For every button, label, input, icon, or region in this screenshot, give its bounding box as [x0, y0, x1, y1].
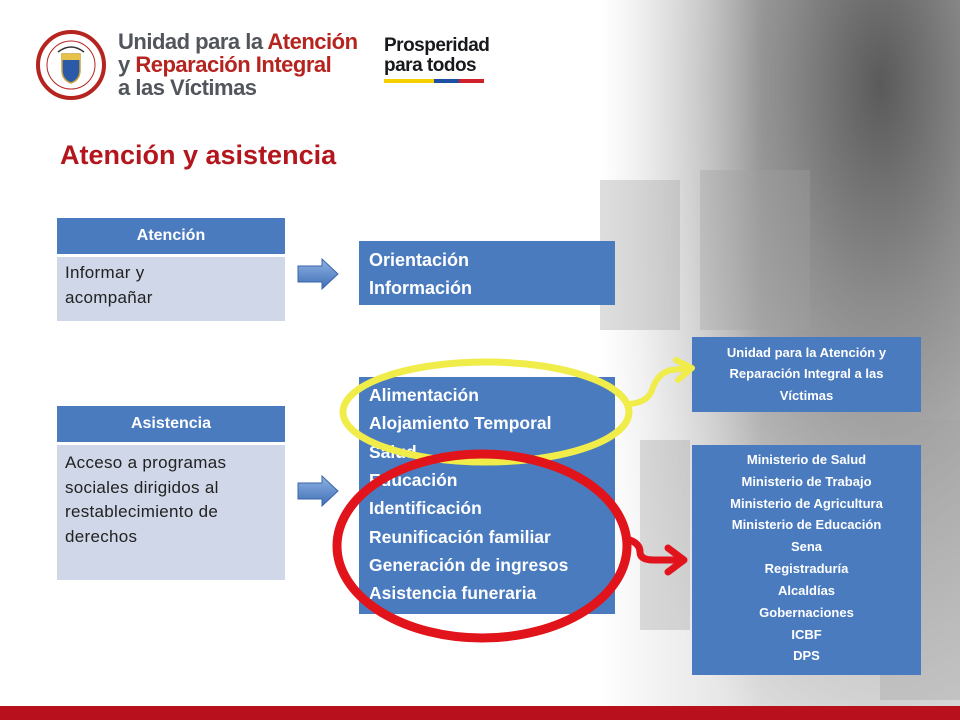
asistencia-text-line: sociales dirigidos al: [65, 477, 219, 497]
responsible-line: Unidad para la Atención y: [726, 345, 887, 360]
atencion-text-line: acompañar: [65, 287, 153, 307]
entity-line: Alcaldías: [777, 582, 836, 598]
entity-line: Ministerio de Trabajo: [741, 473, 872, 489]
asistencia-item: Salud: [369, 441, 417, 462]
entities-responsible-box: [692, 445, 921, 675]
entity-line: DPS: [793, 648, 820, 664]
asistencia-text-line: derechos: [65, 526, 138, 546]
entity-line: Registraduría: [764, 561, 849, 577]
flag-stripe: [384, 79, 484, 83]
asistencia-item: Educación: [369, 470, 458, 491]
result-item: Información: [369, 277, 473, 298]
background-tile: [640, 440, 690, 630]
atencion-result-box: [359, 241, 615, 305]
asistencia-header: Asistencia: [57, 406, 285, 442]
slogan-line: para todos: [384, 54, 477, 76]
right-arrow-icon: [298, 259, 338, 289]
entity-line: Gobernaciones: [759, 604, 854, 620]
atencion-description: [57, 257, 285, 321]
entity-line: Ministerio de Educación: [731, 517, 882, 533]
asistencia-items-box: [359, 377, 615, 614]
asistencia-description: [57, 445, 285, 580]
entity-line: Ministerio de Salud: [746, 452, 867, 467]
responsible-line: Reparación Integral a las: [729, 366, 884, 382]
page-title: Atención y asistencia: [60, 140, 337, 170]
background-tile: [700, 170, 810, 330]
prosperidad-logo: [384, 35, 490, 83]
footer-bar: [0, 706, 960, 720]
asistencia-text-line: Acceso a programas: [65, 453, 227, 472]
entity-line: ICBF: [791, 626, 822, 642]
entity-line: Ministerio de Agricultura: [730, 495, 883, 511]
asistencia-item: Identificación: [369, 498, 482, 519]
asistencia-text-line: restablecimiento de: [65, 502, 219, 522]
asistencia-item: Alimentación: [369, 385, 479, 405]
asistencia-item: Asistencia funeraria: [369, 583, 537, 604]
entity-line: Sena: [790, 539, 823, 555]
asistencia-item: Alojamiento Temporal: [369, 413, 552, 434]
right-arrow-icon: [298, 476, 338, 506]
colombia-seal-icon: [36, 30, 106, 100]
asistencia-item: Reunificación familiar: [369, 526, 551, 547]
result-item: Orientación: [369, 250, 470, 270]
atencion-text-line: Informar y: [65, 263, 145, 282]
unidad-responsible-box: [692, 337, 921, 412]
institution-logo-text: Unidad para la Atención y Reparación Integral a las Víctimas: [118, 29, 358, 101]
atencion-header: Atención: [57, 218, 285, 254]
slogan-line: Prosperidad: [384, 35, 490, 56]
responsible-line: Víctimas: [779, 387, 834, 403]
asistencia-item: Generación de ingresos: [369, 555, 569, 576]
